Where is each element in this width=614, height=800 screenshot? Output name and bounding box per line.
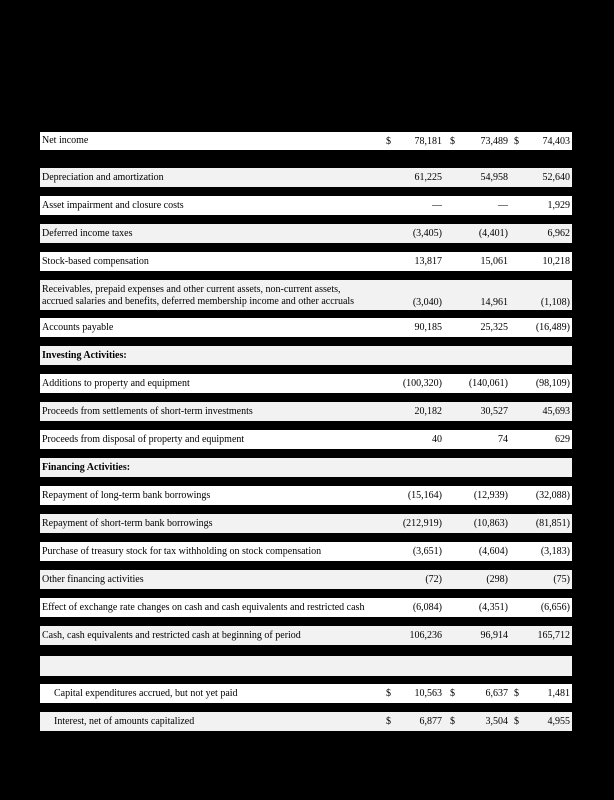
row-stock-based-compensation [40,252,572,271]
row-label: Cash, cash equivalents and restricted cash at beginning of period [42,629,301,641]
row-label: Deferred income taxes [42,227,133,239]
value-col2: (10,863) [473,518,508,529]
value-col1: (3,405) [412,228,442,239]
row-treasury-stock [40,542,572,561]
row-interest-net [40,712,572,731]
row-label: Accounts payable [42,321,114,333]
section-header-investing [40,346,572,365]
currency-symbol: $ [450,716,455,727]
row-label: Repayment of long-term bank borrowings [42,489,211,501]
value-col3: 1,929 [547,200,570,211]
value-col3: 6,962 [547,228,570,239]
value-col2: 73,489 [480,135,508,147]
row-label: Net income [42,135,89,146]
row-label: Purchase of treasury stock for tax withholding on stock compensation [42,545,322,557]
value-col1: 6,877 [419,716,442,727]
row-repayment-long-term [40,486,572,505]
value-col1: 78,181 [414,135,442,147]
currency-symbol: $ [514,716,519,727]
value-col3: 52,640 [542,172,570,183]
row-label: Additions to property and equipment [42,377,190,389]
row-proceeds-short-term-investments [40,402,572,421]
value-col1: 20,182 [414,406,442,417]
row-depreciation [40,168,572,187]
value-col3: 629 [555,434,570,445]
value-col3: (6,656) [540,602,570,613]
row-repayment-short-term [40,514,572,533]
currency-symbol: $ [386,716,391,727]
blank-row [40,656,572,676]
value-col2: — [498,200,508,211]
value-col2: 25,325 [480,322,508,333]
value-col2: 30,527 [480,406,508,417]
value-col1: — [432,200,442,211]
row-label: Proceeds from disposal of property and equipment [42,433,245,445]
row-accounts-payable [40,318,572,337]
section-title: Financing Activities: [42,461,131,473]
value-col1: 10,563 [414,688,442,699]
value-col1: 40 [432,434,442,445]
value-col3: (3,183) [540,546,570,557]
row-label: Proceeds from settlements of short-term investments [42,405,253,417]
row-label: Other financing activities [42,573,144,585]
value-col2: 74 [498,434,508,445]
value-col1: 61,225 [414,172,442,183]
value-col2: 54,958 [480,172,508,183]
row-deferred-income-taxes [40,224,572,243]
value-col2: (298) [486,574,508,585]
currency-symbol: $ [386,135,391,147]
value-col2: 3,504 [485,716,508,727]
row-label: Asset impairment and closure costs [42,199,184,211]
row-receivables-and-accruals [40,280,572,310]
value-col3: (32,088) [535,490,570,501]
value-col1: (3,040) [412,297,442,308]
row-label-line1: Receivables, prepaid expenses and other current assets, non-current assets, [42,284,341,295]
currency-symbol: $ [450,135,455,147]
value-col2: (4,351) [478,602,508,613]
value-col2: (4,604) [478,546,508,557]
value-col2: (140,061) [468,378,508,389]
value-col1: (100,320) [402,378,442,389]
value-col1: (212,919) [402,518,442,529]
row-capex-accrued [40,684,572,703]
row-net-income [40,132,572,150]
value-col3: (98,109) [535,378,570,389]
row-proceeds-disposal [40,430,572,449]
value-col1: (3,651) [412,546,442,557]
value-col3: 10,218 [542,256,570,267]
value-col3: 45,693 [542,406,570,417]
value-col2: (4,401) [478,228,508,239]
value-col2: 6,637 [485,688,508,699]
value-col2: (12,939) [473,490,508,501]
value-col1: 13,817 [414,256,442,267]
value-col1: (15,164) [407,490,442,501]
row-label-line2: accrued salaries and benefits, deferred membership income and other accruals [42,296,355,307]
section-header-financing [40,458,572,477]
value-col2: 96,914 [480,630,508,641]
row-label: Effect of exchange rate changes on cash and cash equivalents and restricted cash [42,601,365,613]
value-col3: 165,712 [537,630,570,641]
currency-symbol: $ [450,688,455,699]
currency-symbol: $ [514,135,519,147]
value-col3: (16,489) [535,322,570,333]
row-asset-impairment [40,196,572,215]
row-label: Capital expenditures accrued, but not yet paid [54,687,238,699]
row-other-financing [40,570,572,589]
row-label: Stock-based compensation [42,255,149,267]
value-col3: 4,955 [547,716,570,727]
row-additions-to-property [40,374,572,393]
value-col3: (1,108) [540,297,570,308]
row-label: Depreciation and amortization [42,171,164,183]
currency-symbol: $ [514,688,519,699]
value-col1: 106,236 [409,630,442,641]
section-title: Investing Activities: [42,349,127,361]
value-col1: (72) [425,574,442,585]
value-col3: (81,851) [535,518,570,529]
value-col1: (6,084) [412,602,442,613]
currency-symbol: $ [386,688,391,699]
row-cash-beginning-of-period [40,626,572,645]
value-col3: (75) [553,574,570,585]
value-col3: 1,481 [547,688,570,699]
row-label: Interest, net of amounts capitalized [54,715,195,727]
value-col2: 14,961 [480,297,508,308]
value-col1: 90,185 [414,322,442,333]
value-col2: 15,061 [480,256,508,267]
row-label: Repayment of short-term bank borrowings [42,517,213,529]
row-exchange-rate-effect [40,598,572,617]
value-col3: 74,403 [542,135,570,147]
